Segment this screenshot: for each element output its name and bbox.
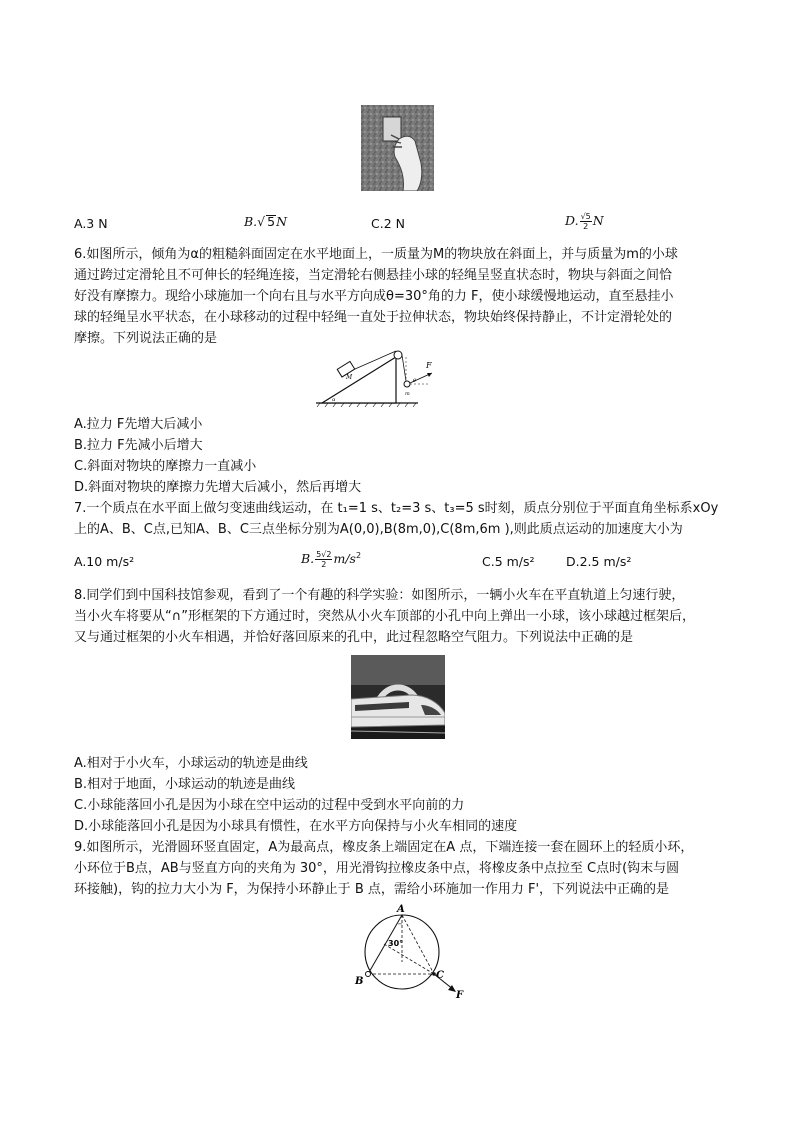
q7-option-c[interactable]: C.5 m/s² [482,554,535,569]
q6-fig-label-alpha: α [332,397,336,403]
q5-option-d-prefix: D. [565,213,579,228]
q6-fig-label-m-lower: m [405,391,410,397]
q5-option-c[interactable]: C.2 N [371,216,405,231]
q7-option-a[interactable]: A.10 m/s² [74,554,135,569]
q9-fig-label-f: F [456,990,464,1000]
q9-fig-label-c: C [436,970,444,981]
q7-option-b-unit: m/s [333,551,356,567]
q7-option-b-fraction: $\frac{5√2}{2}$ [316,550,332,570]
q5-option-d-unit: N [592,213,604,228]
q7-option-b-prefix: B. [301,551,315,567]
q5-option-b[interactable]: B.√ 5N [244,214,288,229]
q7-option-d[interactable]: D.2.5 m/s² [566,554,632,569]
q5-option-d-fraction: $\frac{√5}{2}$ [580,212,591,231]
q8-option-d[interactable]: D.小球能落回小孔是因为小球具有惯性，在水平方向保持与小火车相同的速度 [74,819,518,834]
q6-stem: 6.如图所示，倾角为α的粗糙斜面固定在水平地面上，一质量为M的物块放在斜面上，并与质量为m的小球 通过跨过定滑轮且不可伸长的轻绳连接，当定滑轮右侧悬挂小球的轻绳呈竖直状态时，物块与斜面之间恰 好没有摩擦力。现给小球施加一个向右且与水平方向成θ=30°角的力 F，使小球缓慢地运动，直至悬挂小 球的轻绳呈水平状态，在小球移动的过程中轻绳一直处于拉伸状态，物块始终保持静止，不计定滑轮处的 摩擦。下列说法正确的是 [74,247,678,346]
q9-ring-figure [352,902,478,1000]
q5-hand-block-photo [361,105,434,191]
q9-fig-label-b: B [355,976,364,987]
q6-fig-label-theta: θ [413,378,417,384]
q7-option-b[interactable] [301,548,361,569]
q8-option-a[interactable]: A.相对于小火车，小球运动的轨迹是曲线 [74,756,308,771]
q5-option-b-radicand: 5 [267,214,276,229]
q6-incline-pulley-figure [314,349,444,407]
q6-fig-label-f: F [426,361,432,370]
q8-option-b[interactable]: B.相对于地面，小球运动的轨迹是曲线 [74,777,296,792]
q9-fig-label-angle: 30° [388,939,404,948]
q5-option-b-prefix: B. [244,214,258,229]
q8-option-c[interactable]: C.小球能落回小孔是因为小球在空中运动的过程中受到水平向前的力 [74,798,465,813]
q6-option-c[interactable]: C.斜面对物块的摩擦力一直减小 [74,459,257,474]
q8-stem: 8.同学们到中国科技馆参观，看到了一个有趣的科学实验：如图所示，一辆小火车在平直轨道上匀速行驶， 当小火车将要从“∩”形框架的下方通过时，突然从小火车顶部的小孔中向上弹出一小球，该小球越过框架后， 又与通过框架的小火车相遇，并恰好落回原来的孔中，此过程忽略空气阻力。下列说法中正确的是 [74,588,695,645]
q5-option-b-unit: N [276,214,288,229]
q7-option-b-exponent: 2 [355,551,362,560]
q6-fig-label-m-upper: M [346,374,353,381]
q6-option-a[interactable]: A.拉力 F先增大后减小 [74,417,203,432]
q6-option-b[interactable]: B.拉力 F先减小后增大 [74,438,203,453]
q9-fig-label-a: A [397,904,405,915]
q5-option-d[interactable] [565,212,604,231]
q8-train-arch-photo [351,655,445,739]
q6-option-d[interactable]: D.斜面对物块的摩擦力先增大后减小，然后再增大 [74,480,362,495]
q5-option-a[interactable]: A.3 N [74,216,108,231]
q9-stem: 9.如图所示，光滑圆环竖直固定，A为最高点，橡皮条上端固定在A 点，下端连接一套在圆环上的轻质小环， 小环位于B点，AB与竖直方向的夹角为 30°，用光滑钩拉橡皮条中点，将橡皮条中点拉至 C点时(钩末与圆 环接触)，钩的拉力大小为 F，为保持小环静止于 B 点，需给小环施加一作用力 F'，下列说法中正确的是 [74,840,694,897]
q7-stem: 7.一个质点在水平面上做匀变速曲线运动，在 t₁=1 s、t₂=3 s、t₃=5 s时刻，质点分别位于平面直角坐标系xOy 上的A、B、C点,已知A、B、C三点坐标分别为A(0,0),B(8m,0),C(8m,6m ),则此质点运动的加速度大小为 [74,501,719,537]
